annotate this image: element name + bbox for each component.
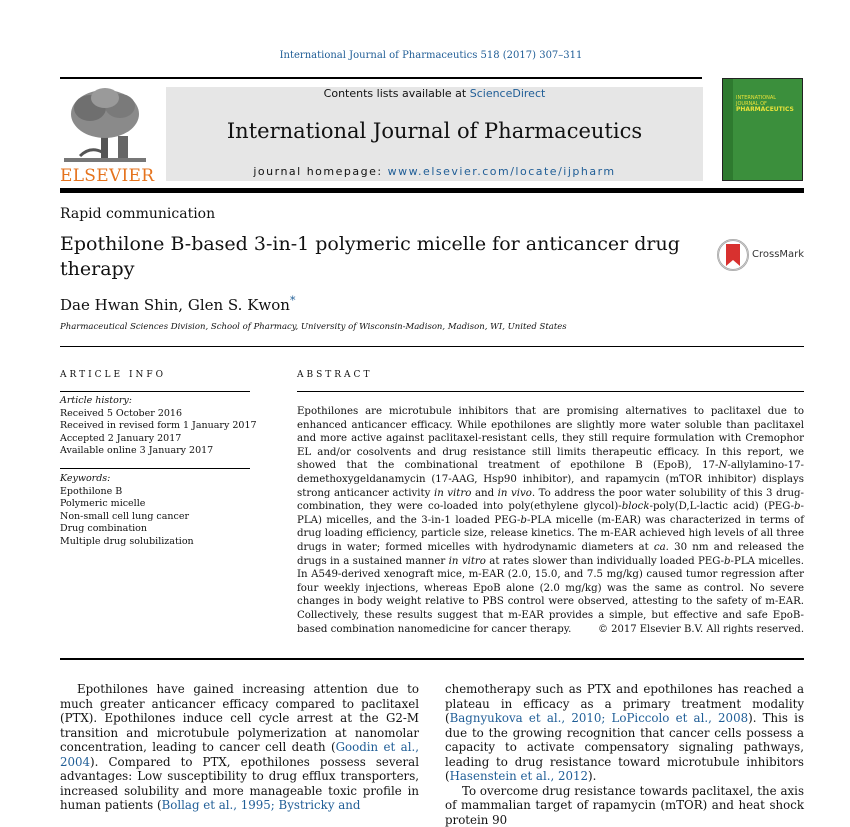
keywords-rule	[60, 468, 250, 469]
article-title: Epothilone B-based 3-in-1 polymeric micelle for anticancer drug therapy	[60, 232, 700, 282]
cover-spine	[723, 79, 733, 180]
cover-title	[736, 95, 796, 113]
body-separator-rule	[60, 658, 804, 660]
reference-link[interactable]: Hasenstein et al., 2012	[450, 769, 588, 783]
corresponding-author-marker[interactable]: *	[290, 294, 296, 307]
text-segment: at rates slower than individually loaded PEG-	[486, 556, 724, 567]
crossmark-label: CrossMark	[752, 249, 804, 260]
italic-text: b	[794, 501, 801, 512]
authors-names: Dae Hwan Shin, Glen S. Kwon	[60, 296, 290, 314]
homepage-link[interactable]: www.elsevier.com/locate/ijpharm	[388, 165, 616, 178]
abstract-rule	[297, 391, 804, 392]
text-segment: -allylamino-17-demethoxygeldanamycin (17-AAG, Hsp90 inhibitor), and rapamycin (mTOR inhibitor) displays strong anticancer activity	[297, 460, 804, 498]
body-left-column	[60, 682, 419, 813]
elsevier-logo[interactable]	[60, 86, 150, 186]
sciencedirect-link[interactable]: ScienceDirect	[470, 87, 546, 100]
keywords-block	[60, 473, 194, 548]
cover-title-line2: PHARMACEUTICS	[736, 107, 796, 113]
reference-link[interactable]: Bollag et al., 1995; Bystricky and	[162, 798, 361, 812]
text-segment: . To address the poor water solubility of this 3 drug-combination, they were co-loaded into poly(ethylene glycol)-	[297, 488, 804, 513]
article-history	[60, 395, 257, 458]
journal-banner	[166, 87, 703, 181]
journal-cover-thumbnail[interactable]	[722, 78, 803, 181]
italic-text: N	[718, 460, 727, 471]
italic-text: in vivo	[498, 488, 532, 499]
keyword: Non-small cell lung cancer	[60, 511, 194, 524]
text-segment: Epothilones have gained increasing attention due to much greater anticancer efficacy compared to paclitaxel (PTX). Epothilones induce cell cycle arrest at the G2-M transition and microtubule polymerization at nanomolar concentration, leading to cancer cell death (	[60, 682, 419, 754]
text-segment: To overcome drug resistance towards paclitaxel, the axis of mammalian target of rapamycin (mTOR) and heat shock protein 90	[445, 784, 804, 827]
contents-line	[166, 87, 703, 100]
text-segment: chemotherapy such as PTX and epothilones has reached a plateau in efficacy as a primary treatment modality (	[445, 682, 804, 725]
journal-title: International Journal of Pharmaceutics	[166, 119, 703, 143]
keyword: Polymeric micelle	[60, 498, 194, 511]
history-label: Article history:	[60, 395, 257, 408]
text-segment: -PLA micelles. In A549-derived xenograft mice, m-EAR (2.0, 15.0, and 7.5 mg/kg) caused tumor regression after four weekly injections, whereas EpoB alone (2.0 mg/kg) was the same as control. No severe changes in body weight relative to PBS control were observed, attesting to the safety of m-EAR. Collectively, these results suggest that m-EAR provides a simple, but effective and safe EpoB-based combination nanomedicine for cancer therapy.	[297, 556, 804, 635]
history-item: Available online 3 January 2017	[60, 445, 257, 458]
text-segment: and	[471, 488, 497, 499]
text-segment: ). Compared to PTX, epothilones possess several advantages: Low susceptibility to drug efflux transporters, increased solubility and more manageable toxic profile in human patients (	[60, 755, 419, 813]
body-paragraph	[445, 784, 804, 827]
header-thick-rule	[60, 188, 804, 193]
history-item: Received 5 October 2016	[60, 408, 257, 421]
text-segment: ).	[588, 769, 596, 783]
italic-text: ca.	[654, 542, 669, 553]
article-type: Rapid communication	[60, 206, 215, 222]
italic-text: in vitro	[434, 488, 471, 499]
text-segment: -poly(D,L-lactic acid) (PEG-	[650, 501, 795, 512]
article-info-heading: ARTICLE INFO	[60, 370, 166, 380]
italic-text: b	[724, 556, 731, 567]
elsevier-tree-icon	[60, 86, 150, 166]
journal-citation[interactable]: International Journal of Pharmaceutics 518 (2017) 307–311	[0, 50, 850, 61]
cover-title-line1: INTERNATIONAL JOURNAL OF	[736, 95, 796, 107]
copyright-notice: © 2017 Elsevier B.V. All rights reserved.	[297, 624, 804, 635]
history-item: Accepted 2 January 2017	[60, 433, 257, 446]
section-rule	[60, 346, 804, 347]
affiliation: Pharmaceutical Sciences Division, School of Pharmacy, University of Wisconsin-Madison, Madison, WI, United States	[60, 322, 567, 332]
italic-text: in vitro	[449, 556, 486, 567]
header-rule	[60, 77, 702, 79]
body-paragraph	[60, 682, 419, 813]
text-segment: -PLA micelle (m-EAR) was characterized in terms of drug loading efficiency, particle size, release kinetics. The m-EAR achieved high levels of all three drugs in water; formed micelles with hydrodynamic diameters at	[297, 515, 804, 553]
text-segment: -PLA) micelles, and the 3-in-1 loaded PEG-	[297, 501, 804, 526]
text-segment: Epothilones are microtubule inhibitors that are promising alternatives to paclitaxel due to enhanced anticancer efficacy. While epothilones are slightly more water soluble than paclitaxel and more active against paclitaxel-resistant cells, they still require formulation with Cremophor EL and/or cosolvents and drug resistance still limits therapeutic efficacy. In this report, we showed that the combinational treatment of epothilone B (EpoB), 17-	[297, 406, 804, 471]
text-segment: 30 nm and released the drugs in a sustained manner	[297, 542, 804, 567]
reference-link[interactable]: Bagnyukova et al., 2010; LoPiccolo et al., 2008	[450, 711, 748, 725]
keyword: Epothilone B	[60, 486, 194, 499]
contents-prefix: Contents lists available at	[324, 87, 470, 100]
crossmark-icon	[716, 238, 750, 272]
abstract-heading: ABSTRACT	[297, 370, 372, 380]
homepage-prefix: journal homepage:	[253, 165, 387, 178]
body-right-column	[445, 682, 804, 827]
body-paragraph	[445, 682, 804, 784]
keyword: Multiple drug solubilization	[60, 536, 194, 549]
homepage-line	[166, 165, 703, 178]
keyword: Drug combination	[60, 523, 194, 536]
abstract-text	[297, 405, 804, 636]
article-info-rule	[60, 391, 250, 392]
text-segment: ). This is due to the growing recognition that cancer cells possess a capacity to activate compensatory signaling pathways, leading to drug resistance toward microtubule inhibitors (	[445, 711, 804, 783]
author-list	[60, 294, 295, 314]
crossmark-badge[interactable]	[716, 238, 806, 272]
italic-text: block	[622, 501, 650, 512]
italic-text: b	[520, 515, 527, 526]
history-item: Received in revised form 1 January 2017	[60, 420, 257, 433]
reference-link[interactable]: Goodin et al., 2004	[60, 740, 419, 769]
elsevier-wordmark: ELSEVIER	[60, 166, 154, 186]
keywords-label: Keywords:	[60, 473, 194, 486]
